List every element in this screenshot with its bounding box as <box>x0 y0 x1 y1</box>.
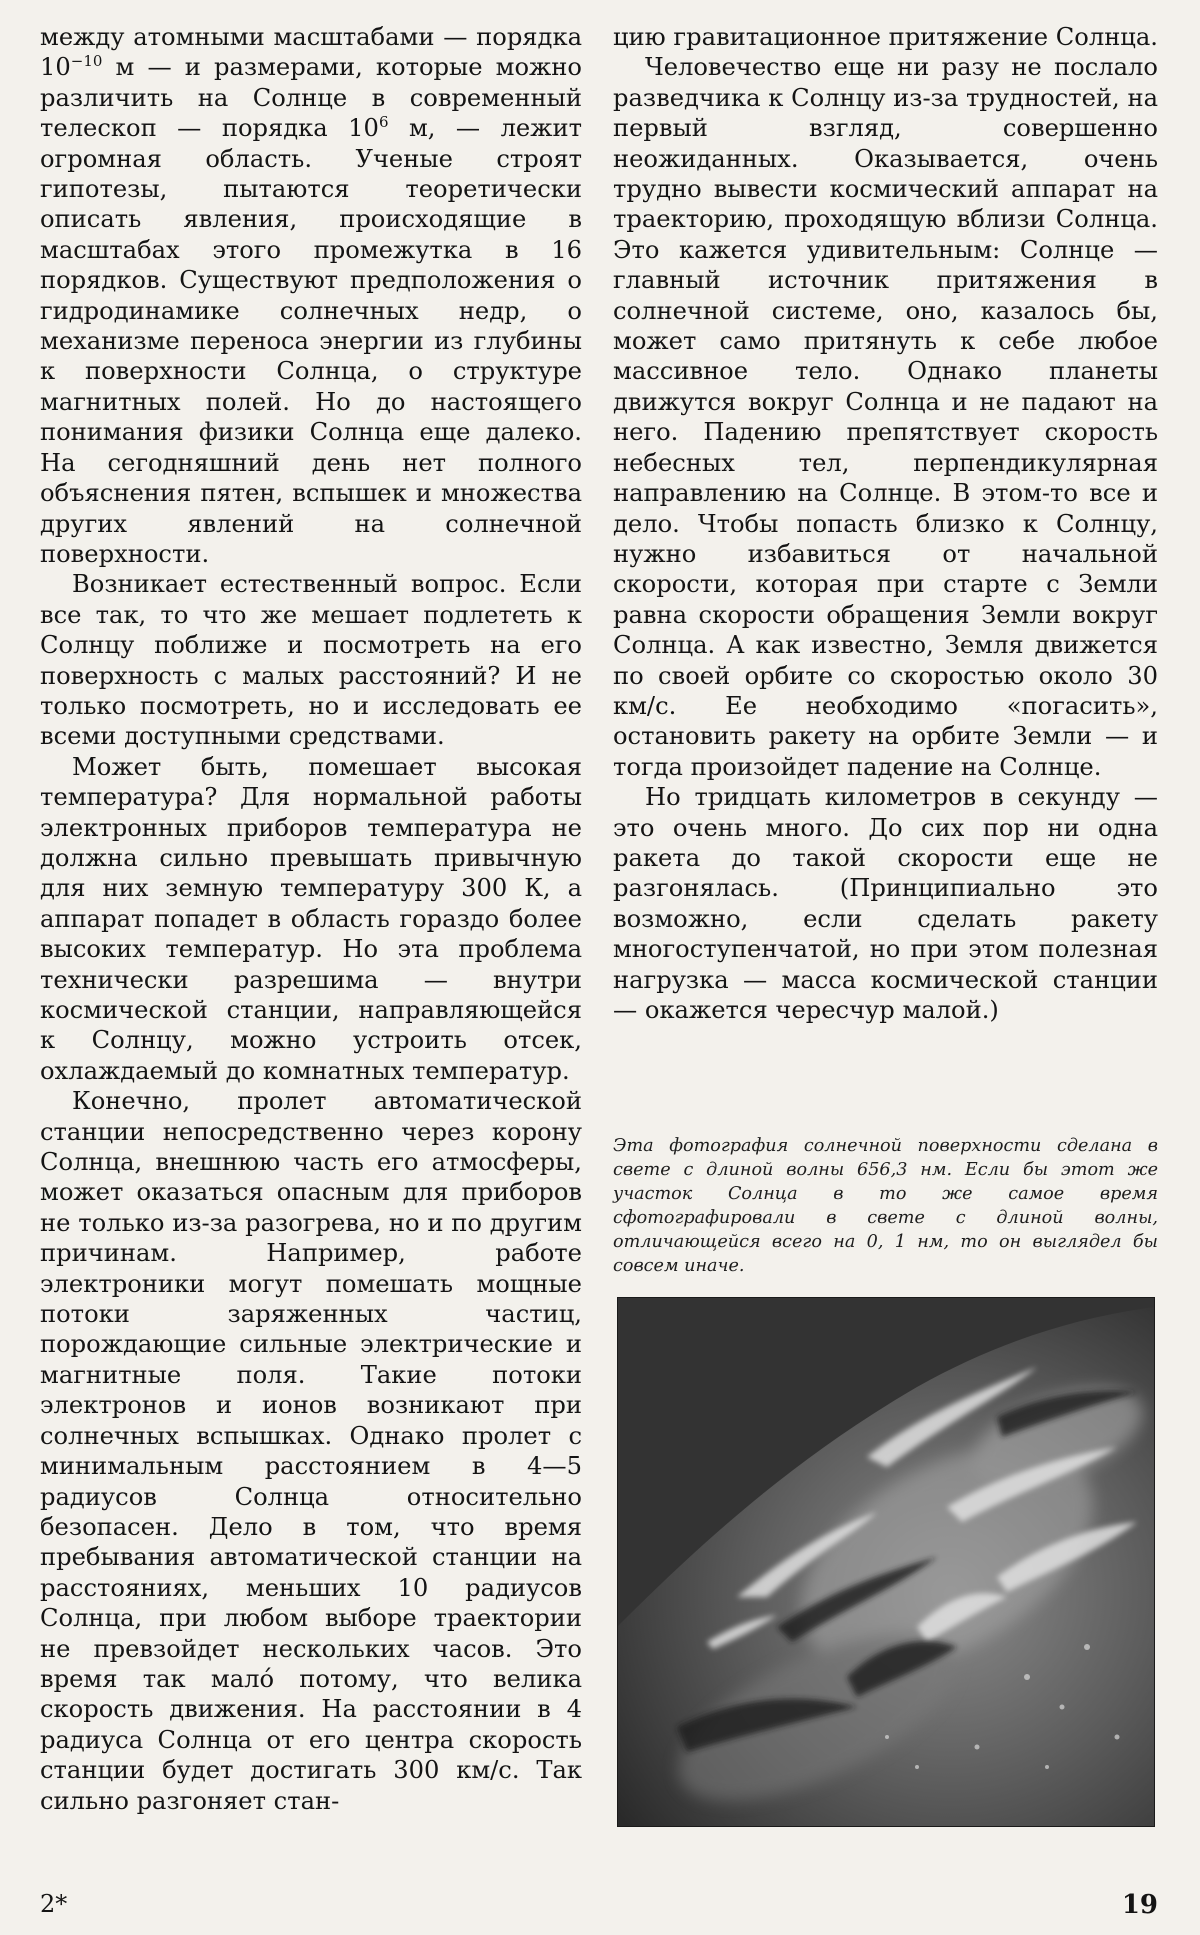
paragraph: Но тридцать километров в секунду — это очень много. До сих пор ни одна ракета до такой скорости еще не разгонялась. (Принципиально это возможно, если сделать ракету многоступенчатой, но при этом полезная нагрузка — масса космической станции — окажется чересчур малой.) <box>613 783 1158 1024</box>
exponent: 6 <box>378 113 389 132</box>
exponent: −10 <box>70 52 103 71</box>
paragraph: Может быть, помешает высокая температура? Для нормальной работы электронных приборов температура не должна сильно превышать привычную для них земную температуру 300 К, а аппарат попадет в область гораздо более высоких температур. Но эта проблема технически разрешима — внутри космической станции, направляющейся к Солнцу, можно устроить отсек, охлаждаемый до комнатных температур. <box>40 752 582 1085</box>
right-text-column <box>613 22 1158 1025</box>
text-run: м, — лежит огромная область. Ученые строят гипотезы, пытаются теоретически описать явления, происходящие в масштабах этого промежутка в 16 порядков. Существуют предположения о гидродинамике солнечных недр, о механизме переноса энергии из глубины к поверхности Солнца, о структуре магнитных полей. Но до настоящего понимания физики Солнца еще далеко. На сегодняшний день нет полного объяснения пятен, вспышек и множества других явлений на солнечной поверхности. <box>40 114 582 568</box>
solar-surface-photo <box>617 1297 1155 1827</box>
paragraph: Возникает естественный вопрос. Если все так, то что же мешает подлететь к Солнцу поближе и посмотреть на его поверхность с малых расстояний? И не только посмотреть, но и исследовать ее всеми доступными средствами. <box>40 570 582 751</box>
text-run: между атомными масштабами — порядка 10 <box>40 23 582 82</box>
left-text-column <box>40 22 582 1816</box>
paragraph: Конечно, пролет автоматической станции непосредственно через корону Солнца, внешнюю часть его атмосферы, может оказаться опасным для приборов не только из-за разогрева, но и по другим причинам. Например, работе электроники могут помешать мощные потоки заряженных частиц, порождающие сильные электрические и магнитные поля. Такие потоки электронов и ионов возникают при солнечных вспышках. Однако пролет с минимальным расстоянием в 4—5 радиусов Солнца относительно безопасен. Дело в том, что время пребывания автоматической станции на расстояниях, меньших 10 радиусов Солнца, при любом выборе траектории не превзойдет нескольких часов. Это время так мало́ потому, что велика скорость движения. На расстоянии в 4 радиуса Солнца от его центра скорость станции будет достигать 300 км/с. Так сильно разгоняет стан- <box>40 1087 582 1815</box>
text-run: м — и размерами, которые можно различить на Солнце в современный телескоп — порядка 10 <box>40 53 582 143</box>
paragraph <box>40 22 582 569</box>
page-number: 19 <box>1121 1890 1158 1920</box>
signature-mark: 2* <box>40 1890 68 1918</box>
solar-surface-image <box>617 1297 1155 1827</box>
photo-caption: Эта фотография солнечной поверхности сделана в свете с длиной волны 656,3 нм. Если бы этот же участок Солнца в то же самое время сфотографировали в свете с длиной волны, отличающейся всего на 0, 1 нм, то он выглядел бы совсем иначе. <box>613 1136 1158 1276</box>
paragraph: Человечество еще ни разу не послало разведчика к Солнцу из-за трудностей, на первый взгляд, совершенно неожиданных. Оказывается, очень трудно вывести космический аппарат на траекторию, проходящую вблизи Солнца. Это кажется удивительным: Солнце — главный источник притяжения в солнечной системе, оно, казалось бы, может само притянуть к себе любое массивное тело. Однако планеты движутся вокруг Солнца и не падают на него. Падению препятствует скорость небесных тел, перпендикулярная направлению на Солнце. В этом-то все и дело. Чтобы попасть близко к Солнцу, нужно избавиться от начальной скорости, которая при старте с Земли равна скорости обращения Земли вокруг Солнца. А как известно, Земля движется по своей орбите со скоростью около 30 км/с. Ее необходимо «погасить», остановить ракету на орбите Земли — и тогда произойдет падение на Солнце. <box>613 53 1158 781</box>
paragraph: цию гравитационное притяжение Солнца. <box>613 23 1158 51</box>
